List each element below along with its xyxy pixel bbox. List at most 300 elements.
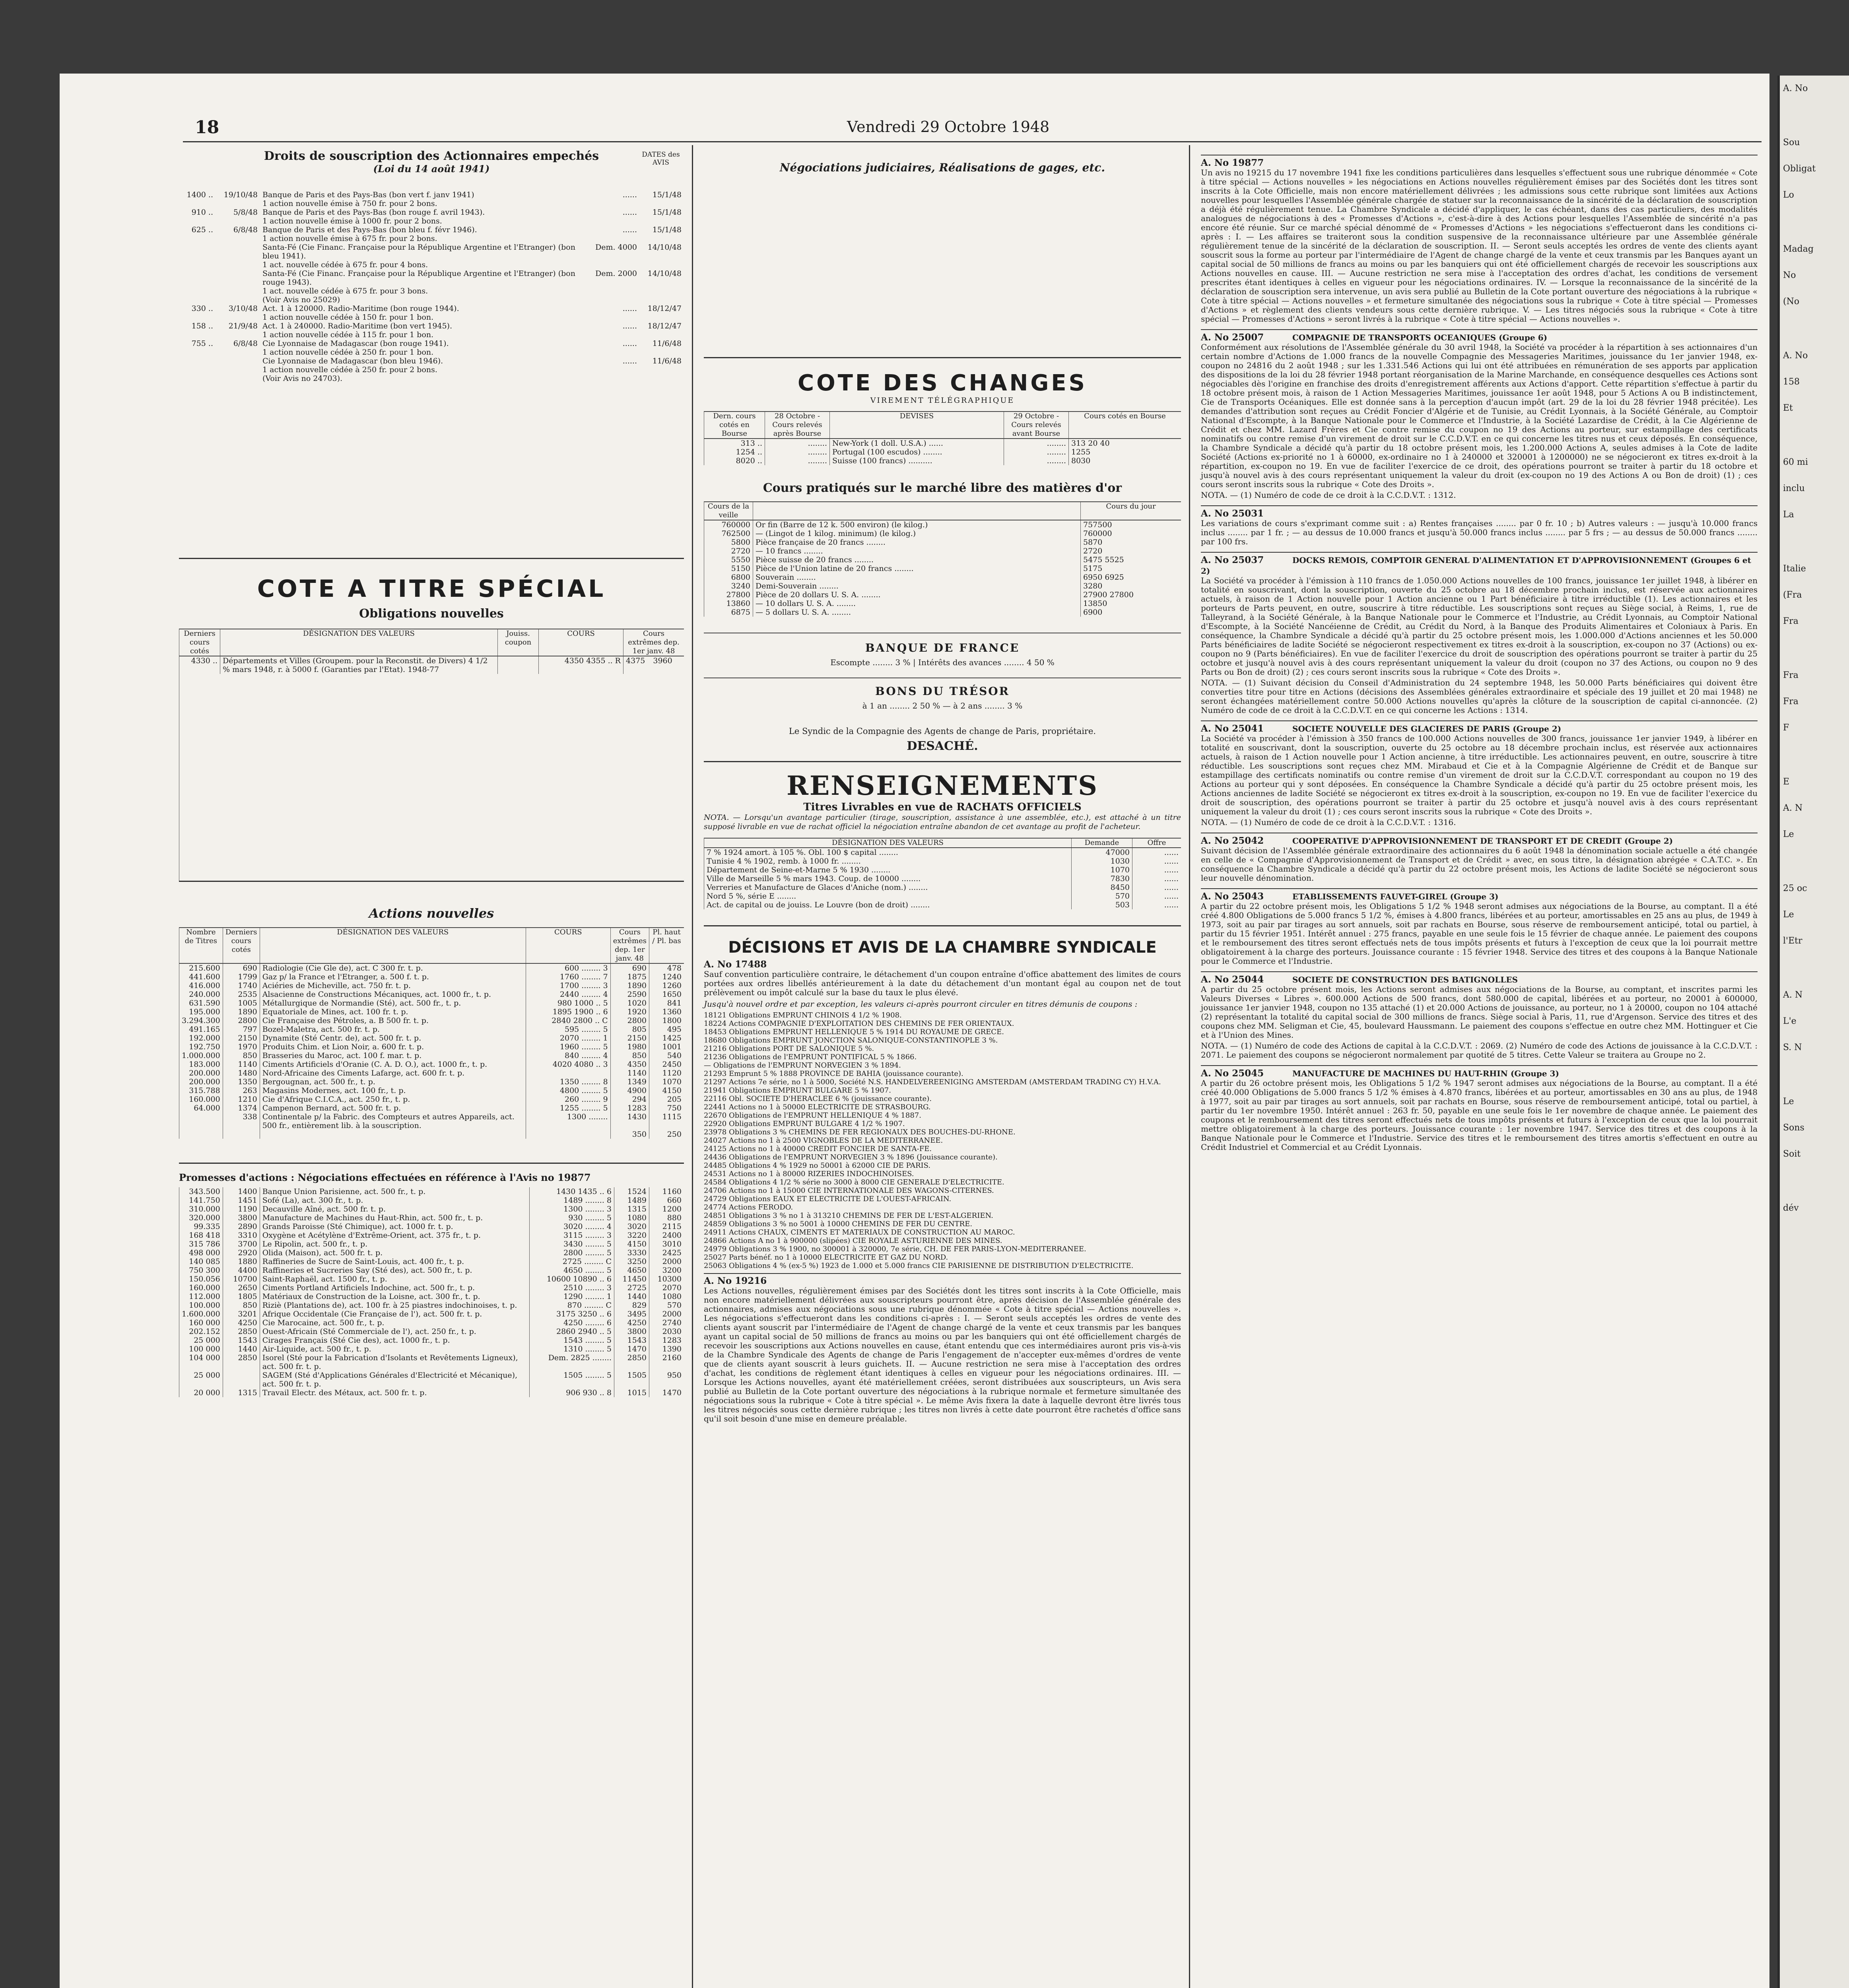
- shares-count: 498 000: [179, 1248, 223, 1257]
- price: 4350 4355 .. R: [539, 656, 623, 674]
- header-rule: [183, 141, 1762, 142]
- table-row: [179, 990, 684, 999]
- row-text: 1 action nouvelle émise à 675 fr. pour 2 bons.: [262, 234, 437, 243]
- row-value: [583, 330, 639, 339]
- price: 1760 ........ 7: [526, 973, 610, 981]
- prev-price: 762500: [704, 529, 753, 538]
- promesses-title: Promesses d'actions : Négociations effectuées en référence à l'Avis no 19877: [179, 1172, 591, 1183]
- security-name: Equatoriale de Mines, act. 100 fr. t. p.: [260, 1008, 526, 1016]
- row-value: [583, 348, 639, 357]
- table-row: [704, 901, 1181, 909]
- table-row: [179, 1130, 684, 1139]
- low: 1360: [649, 1008, 684, 1016]
- col-header: DÉSIGNATION DES VALEURS: [260, 928, 526, 963]
- table-row: [704, 573, 1181, 582]
- high: 4350: [610, 1060, 649, 1069]
- low: 841: [649, 999, 684, 1008]
- demand: 8450: [1072, 883, 1132, 892]
- last-price: 3310: [223, 1231, 260, 1240]
- avis-header: [1201, 720, 1758, 734]
- price: 2725 ........ C: [530, 1257, 614, 1266]
- low: 1120: [649, 1069, 684, 1077]
- adjacent-text: Obligat: [1783, 164, 1816, 174]
- last-price: 850: [223, 1301, 260, 1310]
- row-date: [216, 217, 260, 225]
- col-header: Cours extrêmes dep. 1er janv. 48: [623, 629, 684, 656]
- row-date: [216, 269, 260, 287]
- price: 3430 ........ 5: [530, 1240, 614, 1248]
- adjacent-text: Sou: [1783, 138, 1800, 148]
- adjacent-text: A. No: [1783, 83, 1808, 93]
- row-avis-date: 11/6/48: [652, 339, 682, 348]
- high: 3495: [614, 1310, 649, 1318]
- row-count: [179, 374, 216, 383]
- low: 1390: [649, 1345, 684, 1353]
- table-row: [179, 217, 684, 225]
- table-row: [704, 857, 1181, 866]
- list-item: 24436 Obligations de l'EMPRUNT NORVEGIEN 3 % 1896 (Jouissance courante).: [704, 1153, 998, 1161]
- price: 980 1000 .. 5: [526, 999, 610, 1008]
- day-price: 5175: [1081, 564, 1181, 573]
- row-text: (Voir Avis no 25029): [262, 295, 340, 304]
- before-rate: ........: [1004, 439, 1069, 448]
- security-name: Saint-Raphaël, act. 1500 fr., t. p.: [260, 1275, 529, 1283]
- price: 1300 ........ 3: [530, 1205, 614, 1213]
- table-row: [179, 1292, 684, 1301]
- last-price: 2650: [223, 1283, 260, 1292]
- prev-price: 2720: [704, 547, 753, 555]
- table-row: [704, 866, 1181, 874]
- actions-table: [179, 927, 684, 1139]
- day-price: 760000: [1081, 529, 1181, 538]
- row-value: [583, 199, 639, 208]
- quoted-rate: 313 20 40: [1069, 439, 1181, 448]
- table-row: [179, 1231, 684, 1240]
- row-avis-date: [639, 260, 684, 269]
- shares-count: 1.000.000: [179, 1051, 223, 1060]
- gold-item: Or fin (Barre de 12 k. 500 environ) (le kilog.): [753, 520, 1081, 529]
- row-date: [216, 287, 260, 295]
- list-item: 22441 Actions no 1 à 50000 ELECTRICITE DE STRASBOURG.: [704, 1103, 931, 1111]
- security-name: Brasseries du Maroc, act. 100 f. mar. t. p.: [260, 1051, 526, 1060]
- avis-header: [1201, 552, 1758, 576]
- row-avis-date: 15/1/48: [652, 190, 682, 199]
- security-name: Nord-Africaine des Ciments Lafarge, act. 600 fr. t. p.: [260, 1069, 526, 1077]
- prev-rate: ........: [765, 456, 830, 465]
- last-price: 1005: [223, 999, 260, 1008]
- high: 1080: [614, 1213, 649, 1222]
- low: 495: [649, 1025, 684, 1034]
- low: 880: [649, 1213, 684, 1222]
- shares-count: 1.600.000: [179, 1310, 223, 1318]
- security-name: Cie Marocaine, act. 500 fr., t. p.: [260, 1318, 529, 1327]
- prev-price: 760000: [704, 520, 753, 529]
- adjacent-text: Le: [1783, 1097, 1794, 1107]
- decisions-list: [704, 1011, 1181, 1270]
- col-header: Jouiss. coupon: [498, 629, 539, 656]
- high: 1430: [610, 1112, 649, 1130]
- last-price: 10700: [223, 1275, 260, 1283]
- row-text: 1 action nouvelle émise à 1000 fr. pour 2 bons.: [262, 217, 442, 225]
- low: 250: [649, 1130, 684, 1139]
- row-date: [216, 295, 260, 304]
- security-name: Sofé (La), act. 300 fr., t. p.: [260, 1196, 529, 1205]
- security-name: SAGEM (Sté d'Applications Générales d'Electricité et Mécanique), act. 500 fr. t. p.: [260, 1371, 529, 1388]
- low: 2000: [649, 1310, 684, 1318]
- high: 1470: [614, 1345, 649, 1353]
- price: 840 ........ 4: [526, 1051, 610, 1060]
- avis-company: SOCIETE NOUVELLE DES GLACIERES DE PARIS (Groupe 2): [1292, 724, 1562, 734]
- row-count: [179, 260, 216, 269]
- cote-titre-table: [179, 629, 684, 674]
- security-name: Manufacture de Machines du Haut-Rhin, act. 500 fr., t. p.: [260, 1213, 529, 1222]
- list-item: 21293 Emprunt 5 % 1888 PROVINCE DE BAHIA (jouissance courante).: [704, 1070, 963, 1078]
- banque-section: [704, 633, 1181, 667]
- row-text: 1 act. nouvelle cédée à 675 fr. pour 3 bons.: [262, 287, 428, 295]
- list-item: 24485 Obligations 4 % 1929 no 50001 à 62000 CIE DE PARIS.: [704, 1161, 931, 1170]
- security-name: Radiologie (Cie Gle de), act. C 300 fr. t. p.: [260, 963, 526, 973]
- adjacent-text: A. N: [1783, 990, 1803, 1000]
- col-header: Nombre de Titres: [179, 928, 223, 963]
- renseignements-table: [704, 838, 1181, 909]
- section-rule: [704, 925, 1181, 926]
- row-text: Santa-Fé (Cie Financ. Française pour la République Argentine et l'Etranger) (bon rouge 1943).: [262, 269, 575, 287]
- price: 4650 ........ 5: [530, 1266, 614, 1275]
- row-avis-date: 14/10/48: [647, 243, 682, 252]
- last-price: 850: [223, 1051, 260, 1060]
- shares-count: 168 418: [179, 1231, 223, 1240]
- decisions-intro: Jusqu'à nouvel ordre et par exception, les valeurs ci-après pourront circuler en titres démunis de coupons :: [704, 999, 1138, 1009]
- row-value: [583, 260, 639, 269]
- col-header: COURS: [526, 928, 610, 963]
- shares-count: [179, 1130, 223, 1139]
- avis-body: Conformément aux résolutions de l'Assemblée générale du 30 avril 1948, la Société va procéder à la répartition à ses actionnaires d'un certain nombre d'Actions de 1.000 francs de la nouvelle Compagnie des Messageries Maritimes, jouissance du 1er janvier 1948, ex-coupon no 24816 du 2 août 1948 ; sur les 1.331.546 Actions qui lui ont été attribuées en rémunération de ses apports par application des dispositions de la loi du 28 février 1948 portant réorganisation de la Marine Marchande, en conséquence desquelles ces Actions sont négociables dès l'origine en franchise des droits d'enregistrement afférents aux Actions d'apport. Cette répartition s'effectue à partir du 18 octobre présent mois, à raison de 1 Action Messageries Maritimes, jouissance 1er août 1948, pour 5 Actions A ou B indistinctement, Cie de Transports Océaniques. Elle est donnée sans à la perception d'aucun impôt (art. 29 de la loi du 28 février 1948 précitée). Les demandes d'attribution sont reçues au Crédit Foncier d'Algérie et de Tunisie, au Crédit Lyonnais, à la Société Générale, au Comptoir National d'Escompte, à la Banque Nationale pour le Commerce et l'Industrie, à la Société Lazardise de Crédit, à la Cie Algérienne de Crédit et chez MM. Lazard Frères et Cie contre remise du coupon no 19 des Actions au porteur, sur estampillage des certificats nominatifs ou contre remise d'un virement de droit sur le C.C.D.V.T. en ce qui concerne les titres nus et ceux déposés. En conséquence, la Chambre Syndicale a décidé qu'à partir du 18 octobre présent mois, les 1.200.000 Actions A, seules admises à la Cote de ladite Société (Actions ex-priorité no 1 à 60000, ex-ordinaire no 1 à 240000 et 320001 à 1200000) ne se négocieront ex titres ex-droit à la répartition, ex-coupon no 19. En vue de faciliter l'exercice de ce droit, des opérations pourront se traiter à partir du 18 octobre et jusqu'à nouvel avis à des cours représentant uniquement la valeur du droit (ex-coupon no 19 des Actions A ou Bon de droit) (1) ; ces cours seront inscrits sous la rubrique « Cote des Droits ».: [1201, 342, 1758, 489]
- shares-count: 315 786: [179, 1240, 223, 1248]
- row-avis-date: 14/10/48: [647, 269, 682, 278]
- table-row: [179, 1301, 684, 1310]
- shares-count: 99.335: [179, 1222, 223, 1231]
- table-row: [179, 1095, 684, 1104]
- col-header: Cours du jour: [1081, 502, 1181, 520]
- high: 1980: [610, 1043, 649, 1051]
- last-price: 338: [223, 1112, 260, 1130]
- high: 2150: [610, 1034, 649, 1043]
- col-header: Cours extrêmes dep. 1er janv. 48: [610, 928, 649, 963]
- adjacent-text: (No: [1783, 297, 1800, 307]
- adjacent-text: Fra: [1783, 616, 1799, 626]
- high: 1315: [614, 1205, 649, 1213]
- row-count: [179, 365, 216, 374]
- price: 3020 ........ 4: [530, 1222, 614, 1231]
- high: 4375: [626, 656, 645, 665]
- quoted-rate: 1255: [1069, 448, 1181, 456]
- row-date: [216, 199, 260, 208]
- table-row: [179, 225, 684, 234]
- low: 478: [649, 963, 684, 973]
- row-text: Banque de Paris et des Pays-Bas (bon rouge f. avril 1943).: [262, 208, 485, 217]
- security-name: Métallurgique de Normandie (Sté), act. 500 fr., t. p.: [260, 999, 526, 1008]
- cote-titre-subtitle: Obligations nouvelles: [359, 607, 504, 621]
- offer: ......: [1132, 901, 1181, 909]
- table-row: [179, 260, 684, 269]
- col-header: Dern. cours cotés en Bourse: [704, 412, 765, 439]
- security-name: Riziè (Plantations de), act. 100 fr. à 25 piastres indochinoises, t. p.: [260, 1301, 529, 1310]
- high: 3020: [614, 1222, 649, 1231]
- row-count: [179, 330, 216, 339]
- adjacent-text: Et: [1783, 403, 1793, 413]
- price: 2860 2940 .. 5: [530, 1327, 614, 1336]
- table-row: [704, 848, 1181, 857]
- shares-count: 416.000: [179, 981, 223, 990]
- avis-nota: NOTA. — (1) Numéro de code de ce droit à la C.C.D.V.T. : 1316.: [1201, 817, 1456, 827]
- table-row: [179, 1353, 684, 1371]
- row-date: 3/10/48: [228, 304, 258, 313]
- avis-header: [1201, 833, 1758, 846]
- table-row: [179, 1104, 684, 1112]
- table-row: [179, 1310, 684, 1318]
- offer: ......: [1132, 892, 1181, 901]
- syndic-section: [704, 726, 1181, 753]
- last-price: 3700: [223, 1240, 260, 1248]
- adjacent-text: Le: [1783, 910, 1794, 920]
- avis-header: [1201, 1065, 1758, 1079]
- row-date: [216, 357, 260, 365]
- security-name: 7 % 1924 amort. à 105 %. Obl. 100 $ capital ........: [704, 848, 1072, 857]
- security-name: Ouest-Africain (Sté Commerciale de l'), act. 250 fr., t. p.: [260, 1327, 529, 1336]
- security-name: Gaz p/ la France et l'Etranger, a. 500 f. t. p.: [260, 973, 526, 981]
- price: 1543 ........ 5: [530, 1336, 614, 1345]
- adjacent-text: Madag: [1783, 244, 1814, 254]
- high: 805: [610, 1025, 649, 1034]
- high: 1015: [614, 1388, 649, 1397]
- price: 1310 ........ 5: [530, 1345, 614, 1353]
- shares-count: 140 085: [179, 1257, 223, 1266]
- shares-count: 195.000: [179, 1008, 223, 1016]
- shares-count: 100 000: [179, 1345, 223, 1353]
- table-row: [179, 1248, 684, 1257]
- list-item: 21941 Obligations EMPRUNT BULGARE 5 % 1907.: [704, 1086, 891, 1095]
- avis-ref: A. No 25037: [1201, 555, 1264, 565]
- table-row: [179, 365, 684, 374]
- shares-count: 25 000: [179, 1371, 223, 1388]
- price: 1290 ........ 1: [530, 1292, 614, 1301]
- table-row: [704, 529, 1181, 538]
- low: 1115: [649, 1112, 684, 1130]
- col-header: Demande: [1072, 838, 1132, 848]
- col-header: Derniers cours cotés: [223, 928, 260, 963]
- security-name: Ciments Portland Artificiels Indochine, act. 500 fr., t. p.: [260, 1283, 529, 1292]
- bons-title: BONS DU TRÉSOR: [875, 685, 1010, 698]
- table-row: [179, 1069, 684, 1077]
- row-avis-date: [639, 287, 684, 295]
- high: 1440: [614, 1292, 649, 1301]
- shares-count: 112.000: [179, 1292, 223, 1301]
- row-avis-date: [639, 234, 684, 243]
- row-date: 21/9/48: [228, 322, 258, 330]
- list-item: 21216 Obligations PORT DE SALONIQUE 5 %.: [704, 1044, 874, 1053]
- currency: New-York (1 doll. U.S.A.) ......: [830, 439, 1004, 448]
- table-row: [179, 1318, 684, 1327]
- avis-company: ETABLISSEMENTS FAUVET-GIREL (Groupe 3): [1292, 892, 1499, 901]
- table-row: [704, 538, 1181, 547]
- col-header: DÉSIGNATION DES VALEURS: [704, 838, 1072, 848]
- last-price: 4400: [223, 1266, 260, 1275]
- day-price: 27900 27800: [1081, 590, 1181, 599]
- row-avis-date: 15/1/48: [652, 208, 682, 217]
- table-row: [179, 981, 684, 990]
- row-value: [583, 313, 639, 322]
- col-header: 29 Octobre - Cours relevés avant Bourse: [1004, 412, 1069, 439]
- row-value: [583, 234, 639, 243]
- price: 1350 ........ 8: [526, 1077, 610, 1086]
- security-name: Le Ripolin, act. 500 fr., t. p.: [260, 1240, 529, 1248]
- price: 10600 10890 .. 6: [530, 1275, 614, 1283]
- list-item: 24706 Actions no 1 à 15000 CIE INTERNATIONALE DES WAGONS-CITERNES.: [704, 1186, 994, 1195]
- decisions-title: DÉCISIONS ET AVIS DE LA CHAMBRE SYNDICALE: [728, 938, 1157, 957]
- adjacent-text: 25 oc: [1783, 883, 1807, 893]
- table-row: [179, 1025, 684, 1034]
- security-name: Raffineries de Sucre de Saint-Louis, act. 400 fr., t. p.: [260, 1257, 529, 1266]
- gold-item: — 5 dollars U. S. A. ........: [753, 608, 1081, 617]
- row-count: 1400 ..: [186, 190, 213, 199]
- high: 4150: [614, 1240, 649, 1248]
- low: 1470: [649, 1388, 684, 1397]
- table-row: [179, 1077, 684, 1086]
- shares-count: 64.000: [179, 1104, 223, 1112]
- security-name: Continentale p/ la Fabric. des Compteurs et autres Appareils, act. 500 fr., entièrement lib. à la souscription.: [260, 1112, 526, 1130]
- low: 4150: [649, 1086, 684, 1095]
- list-item: 18224 Actions COMPAGNIE D'EXPLOITATION DES CHEMINS DE FER ORIENTAUX.: [704, 1019, 1014, 1028]
- low: 2425: [649, 1248, 684, 1257]
- security-name: Campenon Bernard, act. 500 fr. t. p.: [260, 1104, 526, 1112]
- avis-ref: A. No 25041: [1201, 723, 1264, 734]
- security-name: Département de Seine-et-Marne 5 % 1930 ........: [704, 866, 1072, 874]
- last-price: 1440: [223, 1345, 260, 1353]
- avis-company: DOCKS REMOIS, COMPTOIR GENERAL D'ALIMENTATION ET D'APPROVISIONNEMENT (Groupes 6 et 2): [1201, 555, 1751, 576]
- low: 1200: [649, 1205, 684, 1213]
- list-item: 23978 Obligations 3 % CHEMINS DE FER REGIONAUX DES BOUCHES-DU-RHONE.: [704, 1128, 1016, 1136]
- list-item: 22116 Obl. SOCIETE D'HERACLEE 6 % (jouissance courante).: [704, 1095, 932, 1103]
- avis-header: [1201, 971, 1758, 985]
- price: 4800 ........ 5: [526, 1086, 610, 1095]
- table-row: [179, 1345, 684, 1353]
- row-value: [583, 365, 639, 374]
- last-price: 3201: [223, 1310, 260, 1318]
- high: 2725: [614, 1283, 649, 1292]
- high: 1890: [610, 981, 649, 990]
- section-rule: [704, 761, 1181, 762]
- avis-header: [1201, 505, 1758, 519]
- currency: Portugal (100 escudos) ........: [830, 448, 1004, 456]
- security-name: [260, 1130, 526, 1139]
- adjacent-text: F: [1783, 723, 1789, 733]
- day-price: 5870: [1081, 538, 1181, 547]
- high: 1489: [614, 1196, 649, 1205]
- adjacent-text: dév: [1783, 1203, 1799, 1213]
- col-header: DÉSIGNATION DES VALEURS: [220, 629, 498, 656]
- row-date: 6/8/48: [233, 225, 258, 234]
- row-count: [179, 199, 216, 208]
- high: 1875: [610, 973, 649, 981]
- shares-count: 141.750: [179, 1196, 223, 1205]
- high: 1020: [610, 999, 649, 1008]
- list-item: — Obligations de l'EMPRUNT NORVEGIEN 3 % 1894.: [704, 1061, 901, 1070]
- table-row: [179, 199, 684, 208]
- low: 1283: [649, 1336, 684, 1345]
- table-row: [704, 590, 1181, 599]
- quoted-rate: 8030: [1069, 456, 1181, 465]
- list-item: 22920 Obligations EMPRUNT BULGARE 4 1/2 % 1907.: [704, 1120, 905, 1128]
- avis-body: Suivant décision de l'Assemblée générale extraordinaire des actionnaires du 6 août 1948 la dénomination sociale actuelle a été changée en celle de « Compagnie d'Approvisionnement de Transport et de Crédit » avec, en sous titre, la désignation abrégée « C.A.T.C. ». En conséquence la Chambre Syndicale a décidé qu'à partir du 22 octobre présent mois, les Actions de ladite Société se négocieront sous leur nouvelle dénomination.: [1201, 846, 1758, 883]
- security-name: Isorel (Sté pour la Fabrication d'Isolants et Revêtements Ligneux), act. 500 fr. t. p.: [260, 1353, 529, 1371]
- row-count: [179, 295, 216, 304]
- shares-count: 192.000: [179, 1034, 223, 1043]
- high: 1505: [614, 1371, 649, 1388]
- row-avis-date: [639, 374, 684, 383]
- last-price: 1350: [223, 1077, 260, 1086]
- price: 595 ........ 5: [526, 1025, 610, 1034]
- droits-dates-header: DATES des AVIS: [642, 151, 680, 167]
- table-row: [179, 339, 684, 348]
- adjacent-text: Italie: [1783, 564, 1806, 574]
- gold-item: Pièce suisse de 20 francs ........: [753, 555, 1081, 564]
- row-value: [583, 295, 639, 304]
- col-header: Offre: [1132, 838, 1181, 848]
- col-header: Cours cotés en Bourse: [1069, 412, 1181, 439]
- row-text: Act. 1 à 240000. Radio-Maritime (bon vert 1945).: [262, 322, 453, 330]
- high: 1543: [614, 1336, 649, 1345]
- row-text: Banque de Paris et des Pays-Bas (bon vert f. janv 1941): [262, 190, 474, 199]
- last-rate: 313 ..: [704, 439, 765, 448]
- prev-price: 3240: [704, 582, 753, 590]
- table-row: [179, 1336, 684, 1345]
- security-name: Bergougnan, act. 500 fr., t. p.: [260, 1077, 526, 1086]
- high-low: [623, 656, 684, 674]
- prev-price: 5150: [704, 564, 753, 573]
- security-name: Olida (Maison), act. 500 fr. t. p.: [260, 1248, 529, 1257]
- low: 1425: [649, 1034, 684, 1043]
- list-item: 24851 Obligations 3 % no 1 à 313210 CHEMINS DE FER DE L'EST-ALGERIEN.: [704, 1211, 993, 1220]
- avis-ref: A. No 25007: [1201, 332, 1264, 343]
- table-row: [179, 1240, 684, 1248]
- last-price: 2920: [223, 1248, 260, 1257]
- row-avis-date: 18/12/47: [647, 322, 682, 330]
- row-count: 330 ..: [191, 304, 213, 313]
- currency: Suisse (100 francs) ..........: [830, 456, 1004, 465]
- gold-item: Demi-Souverain ........: [753, 582, 1081, 590]
- avis-company: SOCIETE DE CONSTRUCTION DES BATIGNOLLES: [1292, 975, 1518, 984]
- low: 2000: [649, 1257, 684, 1266]
- column-rule-2: [1189, 145, 1190, 1988]
- last-price: 797: [223, 1025, 260, 1034]
- high: 4900: [610, 1086, 649, 1095]
- section-rule: [704, 357, 1181, 358]
- table-row: [179, 1275, 684, 1283]
- renseignements-title: RENSEIGNEMENTS: [787, 770, 1098, 801]
- last-price: 2850: [223, 1353, 260, 1371]
- avis-notice: [1201, 888, 1758, 966]
- table-row: [179, 234, 684, 243]
- table-row: [179, 1222, 684, 1231]
- shares-count: 343.500: [179, 1187, 223, 1196]
- col-header: 28 Octobre - Cours relevés après Bourse: [765, 412, 830, 439]
- row-count: 625 ..: [191, 225, 213, 234]
- security-name: Matériaux de Construction de la Loisne, act. 300 fr., t. p.: [260, 1292, 529, 1301]
- avis-nota: NOTA. — (1) Numéro de code des Actions de capital à la C.C.D.V.T. : 2069. (2) Numéro de code des Actions de jouissance à la C.C.D.V.T. : 2071. Le paiement des coupons se négocieront normalement par quotité de 5 titres. Cette Valeur se traitera au Groupe no 2.: [1201, 1041, 1758, 1060]
- security-name: Aciéries de Micheville, act. 750 fr. t. p.: [260, 981, 526, 990]
- avis-notice: [1201, 155, 1758, 324]
- table-row: [179, 1196, 684, 1205]
